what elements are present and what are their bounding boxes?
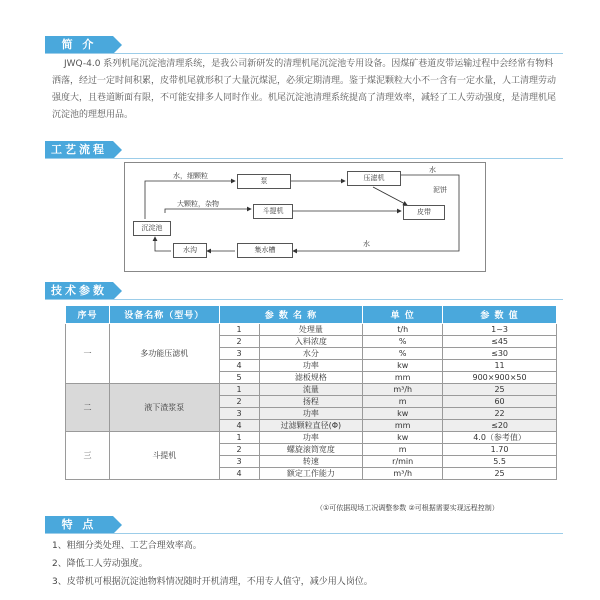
feature-item: 3、皮带机可根据沉淀池物料情况随时开机清理，不用专人值守，减少用人岗位。 bbox=[52, 577, 373, 587]
group-seq: 三 bbox=[66, 432, 110, 480]
row-unit: m bbox=[363, 444, 443, 456]
row-value: ≤45 bbox=[443, 336, 557, 348]
row-unit: kw bbox=[363, 432, 443, 444]
section-divider bbox=[45, 158, 563, 159]
table-header-row bbox=[66, 306, 557, 324]
row-no: 4 bbox=[219, 360, 259, 372]
row-no: 2 bbox=[219, 444, 259, 456]
params-table bbox=[65, 305, 557, 480]
row-no: 3 bbox=[219, 408, 259, 420]
row-unit: m³/h bbox=[363, 384, 443, 396]
section-header-intro bbox=[45, 36, 563, 54]
table-row bbox=[66, 324, 557, 336]
box-collect-trough: 集水槽 bbox=[237, 243, 293, 258]
table-row bbox=[66, 384, 557, 396]
table-row bbox=[66, 432, 557, 444]
label-water-top: 水 bbox=[429, 166, 436, 174]
row-value: 25 bbox=[443, 384, 557, 396]
section-divider bbox=[45, 53, 563, 54]
row-value: ≤20 bbox=[443, 420, 557, 432]
feature-item: 1、粗细分类处理、工艺合理效率高。 bbox=[52, 541, 202, 551]
section-title-features: 特 点 bbox=[45, 516, 113, 534]
row-no: 5 bbox=[219, 372, 259, 384]
table-note: （①可依据现场工况调整参数 ②可根据需要实现远程控制） bbox=[316, 504, 499, 512]
row-unit: % bbox=[363, 348, 443, 360]
row-unit: t/h bbox=[363, 324, 443, 336]
feature-item: 2、降低工人劳动强度。 bbox=[52, 559, 148, 569]
label-mud-cake: 泥饼 bbox=[433, 186, 447, 194]
section-title-intro: 简 介 bbox=[45, 36, 113, 54]
box-pump: 泵 bbox=[237, 174, 291, 189]
header-unit: 单 位 bbox=[363, 306, 443, 324]
section-divider bbox=[45, 299, 563, 300]
row-value: 900×900×50 bbox=[443, 372, 557, 384]
row-value: 22 bbox=[443, 408, 557, 420]
row-value: 1.70 bbox=[443, 444, 557, 456]
label-coarse-debris: 大颗粒，杂物 bbox=[177, 200, 219, 208]
row-no: 3 bbox=[219, 348, 259, 360]
box-bucket-elevator: 斗提机 bbox=[253, 204, 293, 219]
row-value: 25 bbox=[443, 468, 557, 480]
row-value: ≤30 bbox=[443, 348, 557, 360]
header-param-name: 参 数 名 称 bbox=[219, 306, 363, 324]
row-param: 转速 bbox=[259, 456, 363, 468]
row-unit: m bbox=[363, 396, 443, 408]
row-param: 功率 bbox=[259, 432, 363, 444]
row-value: 11 bbox=[443, 360, 557, 372]
row-no: 2 bbox=[219, 336, 259, 348]
section-title-params: 技术参数 bbox=[45, 282, 113, 300]
process-flow-diagram bbox=[124, 162, 486, 272]
row-unit: mm bbox=[363, 420, 443, 432]
group-seq: 二 bbox=[66, 384, 110, 432]
row-no: 4 bbox=[219, 420, 259, 432]
group-seq: 一 bbox=[66, 324, 110, 384]
row-param: 功率 bbox=[259, 360, 363, 372]
label-water-fine: 水，细颗粒 bbox=[173, 172, 208, 180]
row-unit: r/min bbox=[363, 456, 443, 468]
row-unit: % bbox=[363, 336, 443, 348]
row-no: 1 bbox=[219, 432, 259, 444]
row-param: 流量 bbox=[259, 384, 363, 396]
row-param: 水分 bbox=[259, 348, 363, 360]
box-filter-press: 压滤机 bbox=[347, 171, 401, 186]
box-sump: 水沟 bbox=[173, 243, 207, 258]
row-value: 60 bbox=[443, 396, 557, 408]
row-param: 过滤颗粒直径(Φ) bbox=[259, 420, 363, 432]
row-param: 处理量 bbox=[259, 324, 363, 336]
header-value: 参 数 值 bbox=[443, 306, 557, 324]
row-no: 1 bbox=[219, 324, 259, 336]
row-unit: kw bbox=[363, 408, 443, 420]
row-unit: m³/h bbox=[363, 468, 443, 480]
section-header-features bbox=[45, 516, 563, 534]
header-equipment: 设备名称（型号） bbox=[109, 306, 219, 324]
row-param: 功率 bbox=[259, 408, 363, 420]
box-settling-tank: 沉淀池 bbox=[133, 221, 171, 236]
row-param: 滤板规格 bbox=[259, 372, 363, 384]
group-name: 液下渣浆泵 bbox=[109, 384, 219, 432]
section-divider bbox=[45, 533, 563, 534]
group-name: 多功能压滤机 bbox=[109, 324, 219, 384]
section-title-process: 工艺流程 bbox=[45, 141, 113, 159]
row-value: 1~3 bbox=[443, 324, 557, 336]
row-no: 3 bbox=[219, 456, 259, 468]
group-name: 斗提机 bbox=[109, 432, 219, 480]
features-list bbox=[52, 537, 373, 591]
row-no: 4 bbox=[219, 468, 259, 480]
row-param: 扬程 bbox=[259, 396, 363, 408]
section-header-params bbox=[45, 282, 563, 300]
box-belt: 皮带 bbox=[403, 205, 445, 220]
row-value: 5.5 bbox=[443, 456, 557, 468]
section-header-process bbox=[45, 141, 563, 159]
header-seq: 序号 bbox=[66, 306, 110, 324]
row-no: 2 bbox=[219, 396, 259, 408]
intro-paragraph: JWQ-4.0 系列机尾沉淀池清理系统，是我公司新研发的清理机尾沉淀池专用设备。因煤矿巷道皮带运输过程中会经常有物料洒落，经过一定时间积累，皮带机尾就形积了大量沉煤泥，必须定期清理。鉴于煤泥颗粒大小不一含有一定水量，人工清理劳动强度大，且巷道断面有限，不可能安排多人同时作业。机尾沉淀池清理系统提高了清理效率，减轻了工人劳动强度，是清理机尾沉淀池的理想用品。 bbox=[52, 59, 557, 120]
row-unit: mm bbox=[363, 372, 443, 384]
row-unit: kw bbox=[363, 360, 443, 372]
row-value: 4.0（参考值） bbox=[443, 432, 557, 444]
label-water-bottom: 水 bbox=[363, 240, 370, 248]
row-param: 螺旋滚筒宽度 bbox=[259, 444, 363, 456]
row-no: 1 bbox=[219, 384, 259, 396]
row-param: 额定工作能力 bbox=[259, 468, 363, 480]
row-param: 入料浓度 bbox=[259, 336, 363, 348]
